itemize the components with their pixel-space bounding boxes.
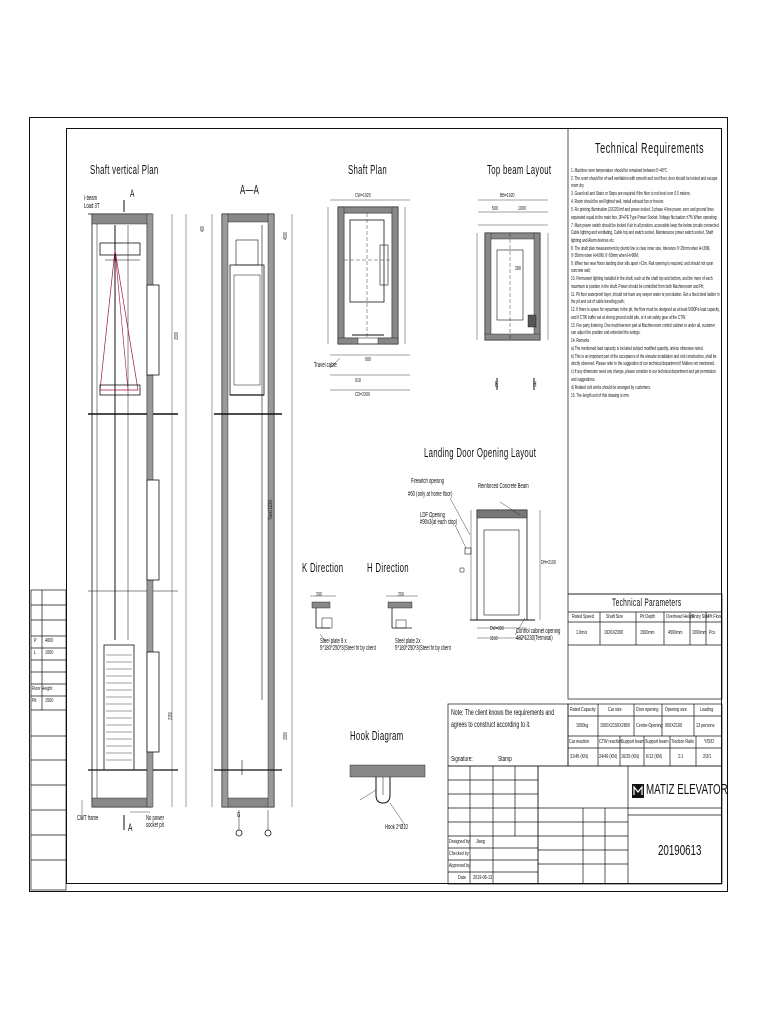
param-header: Loading — [700, 707, 714, 713]
date-label: Date — [458, 875, 466, 881]
company-name: MATIZ ELEVATOR — [646, 781, 728, 798]
param-header: Pit Depth — [640, 614, 656, 620]
requirement-item: 14. Remarks — [571, 338, 590, 345]
technical-requirements-title: Technical Requirements — [595, 140, 705, 157]
designed-by-label: Designed by — [449, 839, 470, 845]
requirement-item: 5. Fix printing illumination (2X220 lmf and power socket, 3 phase 4 line power, zero and ground lines separated equal to the main box, 3P+PE Type Power Socket. Voltage fluctuation ±7% When operating; — [571, 207, 718, 221]
firewitch-opening-label: Firewitch opening — [411, 478, 444, 485]
left-table-value: 1500 — [45, 698, 54, 704]
param-header: CTW reaction — [599, 739, 622, 745]
param-value: 2/3/1 — [703, 754, 712, 760]
d1-dim: 500 — [492, 206, 498, 212]
shaft-vertical-plan-drawing — [82, 200, 186, 830]
technical-parameters-title: Technical Parameters — [612, 597, 682, 609]
steel-plate-k-label: Steel plate 8 x — [320, 638, 347, 645]
d3-dim: 900 — [365, 357, 371, 363]
top-beam-layout-title: Top beam Layout — [487, 162, 552, 177]
param-value: Centre-Opening — [636, 723, 663, 729]
param-header: Support beam — [645, 739, 669, 745]
cwt-frame-label: CWT frame — [77, 815, 99, 822]
param-value: 1500mm — [640, 630, 655, 636]
section-mark-top: A — [130, 188, 135, 200]
hook-diagram-drawing — [350, 765, 425, 825]
technical-requirements-list — [571, 168, 720, 401]
signature-label: Signature: — [451, 756, 473, 763]
shaft-plan-title: Shaft Plan — [348, 162, 387, 177]
requirement-item: 9. When two near floors landing door sills apart >11m. Rail opening is required, and should not upon concrete wall; — [571, 261, 714, 275]
param-header: Rated Capacity — [570, 707, 596, 713]
approved-by-label: Approved by — [449, 863, 471, 869]
param-value: 16/29 (KN) — [621, 754, 640, 760]
top-beam-layout-drawing — [477, 200, 548, 390]
left-table-label: L — [34, 650, 37, 656]
param-value: 900X2100 — [665, 723, 683, 729]
overhead-dim: 4500 — [283, 232, 289, 240]
param-header: Y/D/D — [704, 739, 714, 745]
param-value: 24/49 (KN) — [599, 754, 618, 760]
checked-by-label: Checked by — [449, 851, 469, 857]
dim-h-label: H — [533, 380, 537, 389]
requirement-item: 3. Guard rail and Stairs or Steps are required if the floor is not level over 0.5 meters; — [571, 191, 691, 198]
param-header: Door opening — [636, 707, 659, 713]
beam-width-dim: BB=1920 — [500, 193, 515, 199]
param-value: 1920X2300 — [604, 630, 624, 636]
requirement-item: 8. The shaft plan measurement by plumb line is clear inner size, tolerance 0~25mm when H<30M, 0~35mm when H>60M, 0~50mm when H>90M; — [571, 245, 711, 260]
param-value: 1000mm — [692, 630, 707, 636]
hook-size-label: Hook 2*Ø10 — [385, 824, 408, 831]
requirement-item: 2. The room should be of well ventilation with smooth and cool floor, door should be locked and escape room dry. — [571, 176, 718, 190]
param-header: Support beam — [621, 739, 645, 745]
steel-plate-h-size: 5*180*250*3(Steel fir by client — [395, 645, 451, 652]
drawing-number: 20190613 — [658, 842, 702, 859]
requirement-item: c) If any dimension need any change, please consider to our technical department and get permission and suggestions. — [571, 369, 716, 383]
requirement-item: 13. Fire party listening. One machineroom part at Machineroom control cabinet or under all, customer can adjust the position and extended the wirings. — [571, 322, 716, 337]
param-header: Shaft Size — [606, 614, 624, 620]
requirement-item: 11. Pit floor waterproof layer, should not have any seeper water or percolation. Get a fixed steel ladder in the pit and out of cable traveling path; — [571, 291, 720, 306]
i-beam-label: I-beam — [84, 195, 98, 202]
dim-k-label: K — [495, 380, 499, 389]
param-header: Car reaction — [569, 739, 590, 745]
ldf-opening-label: LDF Opening — [420, 512, 445, 519]
d4-dim: 910 — [355, 378, 361, 384]
d7-dim: 250 — [398, 592, 404, 598]
param-value: 2:1 — [678, 754, 684, 760]
d8-dim: 1150 — [490, 636, 498, 642]
param-value: 1500X2150X2800 — [600, 723, 630, 729]
control-cabinet-label: Control cabinet opening — [516, 628, 561, 635]
ldf-size-label: #90x3(at each stop) — [420, 519, 458, 526]
requirement-item: 7. Main power switch should be locked if air in all position, accessible keep the below circuits connected. Cable lighting and ventilating, Cable top and switch socket, Maintenance power switch socket, Shaft lighting and Alarm devices etc. — [571, 222, 720, 244]
designed-by-value: Jiang — [476, 839, 485, 845]
d5-dim: 280 — [515, 266, 521, 272]
k-direction-drawing — [310, 596, 336, 642]
steel-plate-h-label: Steel plate 2x — [395, 638, 421, 645]
requirement-item: 12. If there is space for repairman in the pit, the floor must be designed as at least 5000Pa load capacity, and if CTW buffer set at strong ground solid pile, or it set safety gear at the CTW. — [571, 307, 720, 321]
param-value: Pcs — [709, 630, 716, 636]
d2-dim: 1000 — [518, 206, 526, 212]
door-width-dim: DW=900 — [490, 626, 504, 632]
door-height-dim: DH=2100 — [541, 560, 556, 566]
landing-door-opening-drawing — [450, 498, 540, 638]
k-direction-title: K Direction — [302, 560, 344, 575]
travel-cable-label: Travel cable — [314, 362, 337, 369]
requirement-item: d) Related civil works should be arranged by customers. — [571, 384, 651, 391]
stamp-label: Stamp — [498, 756, 512, 763]
param-header: Pit Floor — [708, 614, 722, 620]
steel-plate-k-size: 5*180*250*3(Steel fir by client — [320, 645, 376, 652]
shaft-width-dim: CW=1920 — [355, 193, 371, 199]
shaft-depth-dim: CD=2300 — [355, 392, 370, 398]
firewitch-height-label: #60 (only at home floor) — [408, 491, 453, 498]
landing-door-opening-title: Landing Door Opening Layout — [424, 445, 537, 460]
shaft-vertical-plan-title: Shaft vertical Plan — [90, 162, 159, 177]
param-value: 13 persons — [696, 723, 715, 729]
client-note: Note: The client knows the requirements and agrees to construct according to it. — [451, 708, 555, 729]
param-value: 1.0m/s — [576, 630, 588, 636]
left-table-label: P — [34, 638, 37, 644]
hook-diagram-title: Hook Diagram — [350, 728, 404, 743]
section-aa-drawing — [212, 214, 292, 836]
car-inner-dim: 1500 — [174, 332, 180, 340]
requirement-item: 10. Permanent lighting installed in the shaft, each at the shaft top and bottom, and the more of each maximum is position in the shaft. Power should be controlled from both Machineroom and Pit; — [571, 276, 713, 290]
date-value: 2019-06-13 — [473, 875, 493, 881]
car-depth-dim: 2150 — [168, 712, 174, 720]
left-table-label: Floor Height — [32, 686, 53, 692]
h-direction-drawing — [386, 596, 418, 628]
reinforced-concrete-beam-label: Reinforced Concrete Beam — [478, 483, 529, 490]
param-value: 31/45 (KN) — [570, 754, 589, 760]
travel-dim: Travel 12000 — [268, 499, 274, 520]
left-table-value: 4000 — [45, 638, 54, 644]
no-power-socket-label: No power socket pit — [146, 815, 164, 829]
requirement-item: 4. Room should be well lighted well, install exhaust fan or freezer. — [571, 199, 665, 206]
control-cabinet-size-label: 482*1230(Terminal) — [516, 635, 553, 642]
param-header: Rated Speed — [572, 614, 594, 620]
section-aa-title: A—A — [240, 182, 260, 197]
left-table-value: 1000 — [45, 650, 54, 656]
param-value: 6/12 (KN) — [646, 754, 663, 760]
d6-dim: 200 — [316, 592, 322, 598]
dim-g-label: G — [237, 812, 241, 819]
param-header: Opening size — [665, 707, 687, 713]
d9-dim: 400 — [200, 226, 206, 232]
param-value: 1000kg — [576, 723, 589, 729]
requirement-item: 1. Machine room temperature should be remained between 5~40℃. — [571, 168, 669, 174]
requirement-item: b) This is an important part of the acceptance of the elevator installation and civil construction, shall be strictly observed. Please refer to the suggestion of our technical department if Matters not mentioned. — [571, 354, 717, 368]
requirement-item: 15. The length unit of this drawing is mm. — [571, 392, 630, 399]
param-value: 4500mm — [668, 630, 683, 636]
section-mark-bottom: A — [128, 822, 133, 834]
param-header: Entry Side — [692, 614, 710, 620]
pit-depth-dim: 1500 — [283, 732, 289, 740]
matiz-logo-icon — [632, 784, 644, 798]
load-label: Load 3T — [84, 203, 100, 210]
param-header: Overhead Height — [666, 614, 695, 620]
left-table-label: Pit — [32, 698, 37, 704]
h-direction-title: H Direction — [367, 560, 409, 575]
requirement-item: a) The mentioned load capacity is included subject modified quantity, unless otherwise noted. — [571, 346, 704, 353]
param-header: Car size — [608, 707, 622, 713]
param-header: Traction Ratio — [671, 739, 695, 745]
